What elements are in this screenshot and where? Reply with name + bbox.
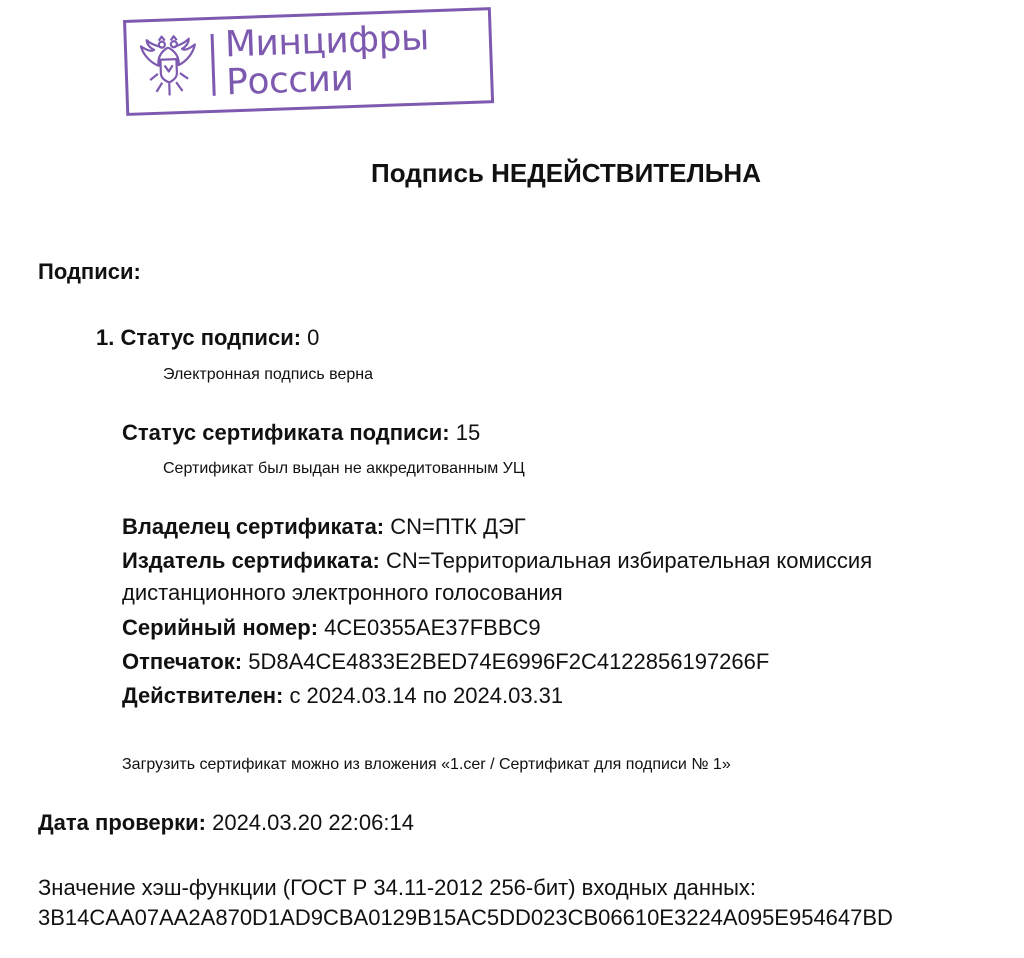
certificate-status-note: Сертификат был выдан не аккредитованным УЦ [163, 460, 525, 477]
stamp-line1: Минцифры [224, 17, 430, 66]
certificate-serial-value: 4CE0355AE37FBBC9 [324, 615, 541, 640]
certificate-issuer [122, 546, 872, 576]
page-title: Подпись НЕДЕЙСТВИТЕЛЬНА [371, 158, 761, 188]
signature-status [96, 323, 319, 353]
signature-number: 1. [96, 325, 115, 350]
certificate-issuer-value-line2: дистанционного электронного голосования [122, 580, 563, 605]
stamp-divider [211, 34, 216, 96]
check-date-label: Дата проверки: [38, 810, 206, 835]
certificate-status-label: Статус сертификата подписи: [122, 420, 450, 445]
signature-status-note: Электронная подпись верна [163, 366, 373, 383]
check-date-value: 2024.03.20 22:06:14 [212, 810, 414, 835]
certificate-validity-value: с 2024.03.14 по 2024.03.31 [289, 683, 564, 708]
check-date [38, 808, 414, 838]
certificate-owner [122, 512, 526, 542]
certificate-status-value: 15 [455, 420, 481, 445]
signatures-heading: Подписи: [38, 259, 141, 284]
stamp-text [224, 19, 430, 102]
signature-status-value: 0 [307, 325, 320, 350]
hash-value: 3B14CAA07AA2A870D1AD9CBA0129B15AC5DD023CB06610E3224A095E954647BD [38, 905, 893, 930]
certificate-status [122, 418, 480, 448]
certificate-owner-label: Владелец сертификата: [122, 514, 385, 539]
certificate-thumbprint [122, 647, 769, 677]
certificate-thumbprint-value: 5D8A4CE4833E2BED74E6996F2C4122856197266F [248, 649, 770, 674]
certificate-serial [122, 613, 541, 643]
certificate-issuer-label: Издатель сертификата: [122, 548, 380, 573]
double-headed-eagle-icon [137, 32, 201, 100]
certificate-validity-label: Действителен: [122, 683, 284, 708]
certificate-serial-label: Серийный номер: [122, 615, 319, 640]
ministry-stamp [123, 7, 494, 116]
signature-status-label: Статус подписи: [120, 325, 302, 350]
certificate-download-note: Загрузить сертификат можно из вложения «1.cer / Сертификат для подписи № 1» [122, 756, 731, 773]
certificate-owner-value: CN=ПТК ДЭГ [390, 514, 526, 539]
certificate-thumbprint-label: Отпечаток: [122, 649, 243, 674]
certificate-validity [122, 681, 563, 711]
stamp-line2: России [225, 58, 355, 104]
hash-label: Значение хэш-функции (ГОСТ Р 34.11-2012 256-бит) входных данных: [38, 875, 757, 900]
certificate-issuer-value-line1: CN=Территориальная избирательная комиссия [385, 548, 873, 573]
